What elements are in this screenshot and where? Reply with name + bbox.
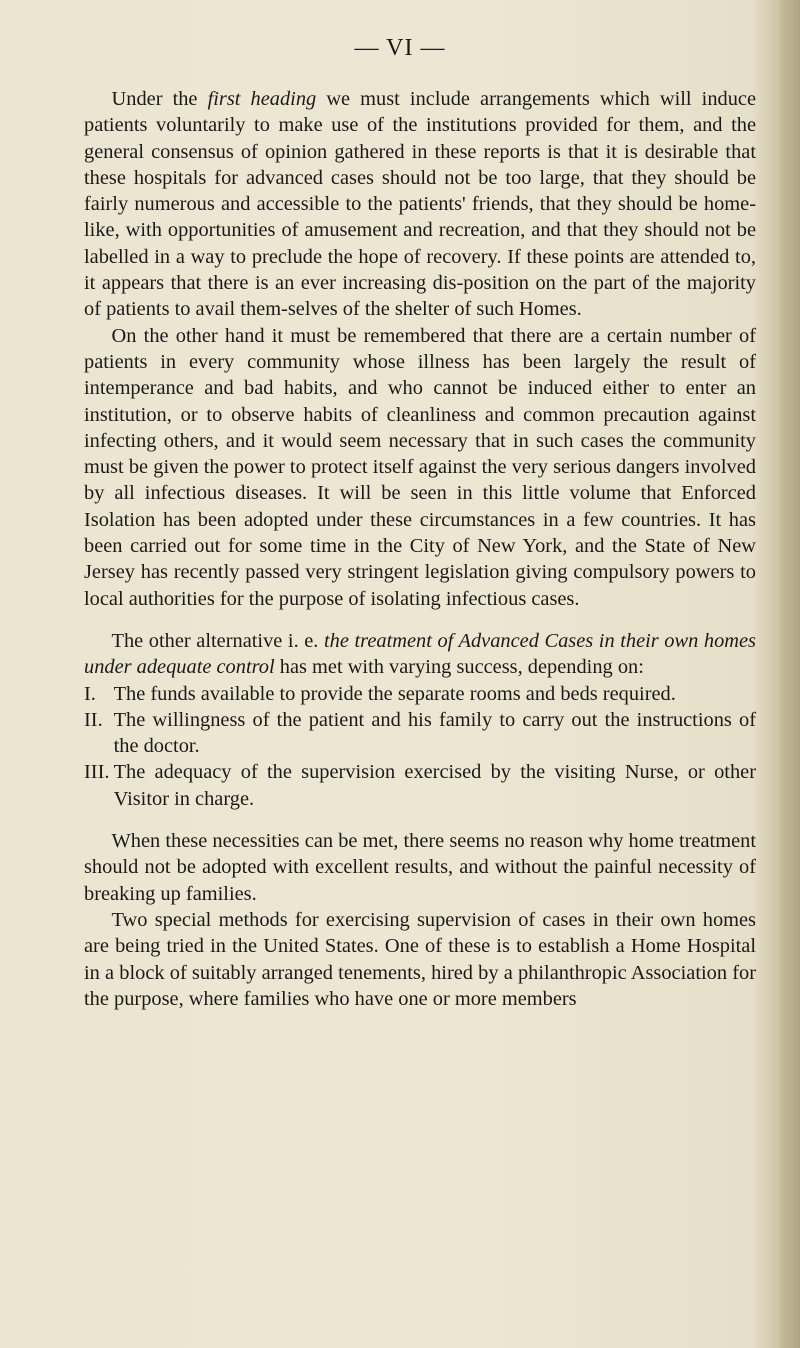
- conditions-list: [84, 681, 756, 812]
- paragraph-text: we must include arrangements which will induce patients voluntarily to make use of the institutions provided for them, and the general consensus of opinion gathered in these reports is that it is desirable that these hospitals for advanced cases should not be too large, that they should be fairly numerous and accessible to the patients' friends, that they should be home-like, with opportunities of amusement and recreation, and that they should not be labelled in a way to preclude the hope of recovery. If these points are attended to, it appears that there is an ever increasing dis-position on the part of the majority of patients to avail them-selves of the shelter of such Homes.: [84, 88, 757, 321]
- page-edge-shadow: [778, 0, 800, 1348]
- list-numeral: I.: [84, 682, 96, 705]
- paragraph-necessities: When these necessities can be met, there seems no reason why home treatment should not be adopted with excellent results, and without the painful necessity of breaking up families.: [84, 830, 756, 905]
- list-numeral: III.: [84, 761, 110, 784]
- list-item-text: The adequacy of the supervision exercised by the visiting Nurse, or other Visitor in charge.: [113, 761, 756, 810]
- list-item-text: The willingness of the patient and his family to carry out the instructions of the doctor.: [113, 708, 756, 758]
- emphasis-advanced-cases: the treatment of Advanced Cases in their own homes under adequate control: [84, 629, 756, 679]
- list-item: [84, 759, 756, 812]
- paragraph-enforced-isolation: On the other hand it must be remembered that there are a certain number of patients in every community whose illness has been largely the result of intemperance and bad habits, and who cannot be induced either to enter an institution, or to observe habits of cleanliness and common precaution against infecting others, and it would seem necessary that in such cases the community must be given the power to protect itself against the very serious dangers involved by all infectious diseases. It will be seen in this little volume that Enforced Isolation has been adopted under these circumstances in a few countries. It has been carried out for some time in the City of New York, and the State of New Jersey has recently passed very stringent legislation giving compulsory powers to local authorities for the purpose of isolating infectious cases.: [84, 324, 756, 610]
- paragraph-text: has met with varying success, depending on:: [274, 656, 644, 679]
- paragraph-first-heading: [84, 86, 756, 323]
- paragraph-special-methods: Two special methods for exercising supervision of cases in their own homes are being tried in the United States. One of these is to establish a Home Hospital in a block of suitably arranged tenements, hired by a philanthropic Association for the purpose, where families who have one or more members: [84, 908, 756, 1010]
- paragraph-text: The other alternative i. e.: [111, 629, 324, 652]
- paragraph-home-treatment: [84, 628, 756, 681]
- list-item: [84, 681, 756, 707]
- paragraph-text: Under the: [111, 88, 208, 110]
- page-number: — VI —: [354, 35, 446, 61]
- body-text: [84, 86, 756, 1012]
- list-item: [84, 707, 756, 760]
- emphasis-first-heading: first heading: [207, 88, 317, 110]
- list-numeral: II.: [84, 708, 103, 731]
- list-item-text: The funds available to provide the separate rooms and beds required.: [113, 682, 676, 705]
